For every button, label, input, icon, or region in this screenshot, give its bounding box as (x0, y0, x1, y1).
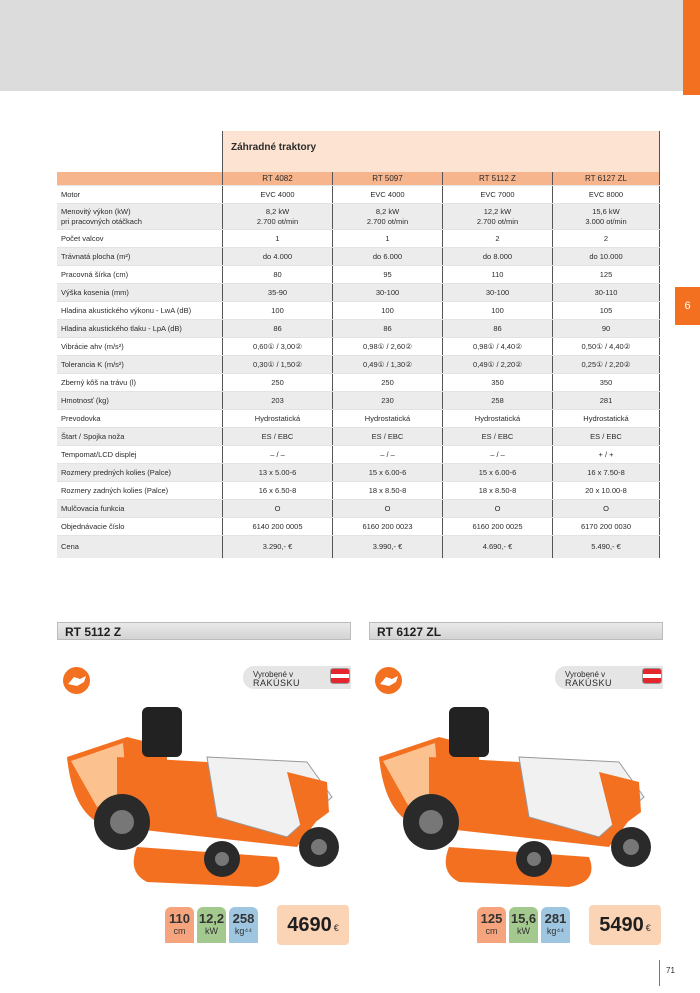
spec-value (552, 230, 660, 247)
spec-label (57, 500, 222, 517)
spec-row (57, 499, 660, 517)
spec-value-text: do 8.000 (482, 251, 513, 261)
spec-label (57, 230, 222, 247)
spec-value (442, 302, 552, 319)
spec-value (222, 410, 332, 427)
spec-value-subtext: 2.700 ot/min (366, 216, 409, 226)
made-in-country: RAKÚSKU (565, 678, 613, 688)
spec-value-text: 0,49① / 2,20② (473, 359, 522, 369)
spec-value (222, 392, 332, 409)
spec-value-text: 0,25① / 2,20② (581, 359, 631, 369)
spec-value-text: do 4.000 (262, 251, 293, 261)
spec-value-text: 86 (273, 323, 282, 333)
spec-value-text: 3.290,- € (262, 542, 293, 551)
spec-value (442, 482, 552, 499)
spec-value-text: 6170 200 0030 (580, 521, 632, 531)
spec-value-text: 86 (383, 323, 392, 333)
spec-value (442, 464, 552, 481)
price-tag (277, 905, 349, 945)
spec-value-text: 18 x 8.50-8 (478, 485, 517, 495)
price-tag (589, 905, 661, 945)
spec-value (442, 284, 552, 301)
spec-value-text: 8,2 kW (265, 206, 290, 216)
spec-value (332, 204, 442, 229)
price-value: 5490 (599, 913, 644, 936)
spec-value-text: – / – (270, 449, 285, 459)
spec-value (442, 320, 552, 337)
spec-label (57, 374, 222, 391)
spec-value (332, 428, 442, 445)
weight-value: 281 (544, 911, 567, 926)
spec-value-text: 0,49① / 1,30② (363, 359, 412, 369)
width-value: 125 (480, 911, 503, 926)
spec-value-text: Hydrostatická (364, 413, 411, 423)
spec-label-text: Pracovná šírka (cm) (61, 269, 129, 279)
spec-value-text: 125 (599, 269, 613, 279)
spec-value (552, 356, 660, 373)
spec-value-text: 30-110 (594, 287, 618, 297)
spec-label-text: Trávnatá plocha (m²) (61, 251, 131, 261)
spec-header-empty (57, 172, 222, 185)
spec-label (57, 186, 222, 203)
spec-value-text: Hydrostatická (254, 413, 301, 423)
spec-value (332, 230, 442, 247)
spec-value-text: 100 (381, 305, 394, 315)
product-title: RT 5112 Z (57, 622, 351, 640)
spec-value (222, 320, 332, 337)
spec-value-text: O (494, 503, 501, 513)
spec-value-text: 18 x 8.50-8 (368, 485, 407, 495)
spec-value (222, 284, 332, 301)
top-banner (0, 0, 700, 91)
spec-value-text: 30-100 (375, 287, 400, 297)
spec-label (57, 410, 222, 427)
spec-value-text: – / – (490, 449, 505, 459)
spec-row (57, 463, 660, 481)
tractor-image (369, 697, 663, 897)
spec-value (332, 320, 442, 337)
spec-row (57, 337, 660, 355)
spec-value-text: O (384, 503, 391, 513)
spec-value-text: 80 (273, 269, 282, 279)
spec-value-text: – / – (380, 449, 395, 459)
model-name: RT 5112 Z (442, 172, 552, 185)
spec-label-text: Výška kosenia (mm) (61, 287, 129, 297)
spec-label-subtext: pri pracovných otáčkach (61, 216, 142, 226)
spec-label-text: Cena (61, 542, 79, 551)
spec-value-text: 3.990,- € (372, 542, 403, 551)
spec-value (552, 374, 660, 391)
spec-value-text: + / + (598, 449, 614, 459)
spec-value-text: 6160 200 0025 (472, 521, 523, 531)
spec-value-text: 6160 200 0023 (362, 521, 413, 531)
spec-value-text: EVC 7000 (480, 189, 515, 199)
spec-value (332, 518, 442, 535)
spec-value-text: 0,30① / 1,50② (253, 359, 302, 369)
spec-label (57, 482, 222, 499)
spec-row (57, 427, 660, 445)
spec-value (332, 284, 442, 301)
spec-value (222, 302, 332, 319)
spec-value-text: 2 (603, 233, 609, 243)
spec-row (57, 391, 660, 409)
cutting-width-badge (165, 907, 194, 943)
spec-value-text: 4.690,- € (482, 542, 513, 551)
spec-row (57, 319, 660, 337)
spec-value (222, 356, 332, 373)
austria-flag-icon (642, 668, 662, 684)
spec-value-text: 12,2 kW (483, 206, 512, 216)
spec-value (442, 230, 552, 247)
spec-value-text: 258 (491, 395, 504, 405)
spec-value-text: 16 x 6.50-8 (258, 485, 297, 495)
spec-value-text: 2 (495, 233, 500, 243)
spec-value (222, 518, 332, 535)
spec-label (57, 518, 222, 535)
spec-value (222, 338, 332, 355)
spec-value (222, 374, 332, 391)
spec-value (552, 446, 660, 463)
weight-unit: kg⁴⁴ (234, 926, 253, 936)
spec-value (552, 410, 660, 427)
spec-label-text: Rozmery predných kolies (Palce) (61, 467, 172, 477)
spec-value (332, 464, 442, 481)
spec-label-text: Tempomat/LCD displej (61, 449, 137, 459)
spec-value (552, 482, 660, 499)
page-number: 71 (659, 960, 689, 986)
spec-value (552, 536, 660, 558)
spec-value (442, 392, 552, 409)
spec-label (57, 320, 222, 337)
spec-badges (165, 907, 258, 943)
accent-bar (683, 0, 700, 95)
spec-value (442, 266, 552, 283)
spec-value (222, 536, 332, 558)
spec-row (57, 265, 660, 283)
spec-label (57, 356, 222, 373)
spec-value-text: 281 (599, 395, 613, 405)
spec-value-text: 110 (491, 269, 504, 279)
spec-row (57, 517, 660, 535)
spec-value-text: 105 (599, 305, 613, 315)
spec-value-text: Hydrostatická (474, 413, 521, 423)
spec-label-text: Prevodovka (61, 413, 101, 423)
spec-value-text: 0,60① / 3,00② (253, 341, 302, 351)
model-name: RT 6127 ZL (552, 172, 660, 185)
spec-label (57, 446, 222, 463)
made-in-line1: Vyrobené v (253, 670, 294, 679)
spec-row (57, 355, 660, 373)
spec-value (552, 266, 660, 283)
spec-row (57, 301, 660, 319)
power-value: 15,6 (510, 911, 537, 926)
spec-label (57, 536, 222, 558)
spec-label-text: Zberný kôš na trávu (l) (61, 377, 137, 387)
spec-value-text: ES / EBC (261, 431, 294, 441)
spec-value-text: 0,98① / 4,40② (473, 341, 522, 351)
spec-value (332, 356, 442, 373)
spec-value-text: 250 (271, 377, 284, 387)
spec-value-text: 35-90 (267, 287, 288, 297)
spec-value (552, 428, 660, 445)
spec-row (57, 185, 660, 203)
price-currency: € (645, 923, 651, 933)
spec-label-text: Tolerancia K (m/s²) (61, 359, 124, 369)
spec-value-subtext: 2.700 ot/min (476, 216, 519, 226)
spec-value (442, 204, 552, 229)
spec-label-text: Vibrácie ahv (m/s²) (61, 341, 124, 351)
spec-value (332, 302, 442, 319)
cutting-width-badge (477, 907, 506, 943)
spec-label-text: Hmotnosť (kg) (61, 395, 109, 405)
width-value: 110 (169, 911, 190, 926)
spec-label (57, 302, 222, 319)
spec-label (57, 338, 222, 355)
austria-flag-icon (330, 668, 350, 684)
spec-value (332, 500, 442, 517)
chapter-tab-number: 6 (684, 300, 691, 312)
spec-value-text: O (603, 503, 609, 513)
spec-value (222, 464, 332, 481)
price-currency: € (333, 923, 339, 933)
spec-value (222, 266, 332, 283)
spec-value (332, 248, 442, 265)
spec-label-text: Motor (61, 189, 81, 199)
spec-value (552, 320, 660, 337)
spec-value (442, 500, 552, 517)
model-name: RT 4082 (222, 172, 332, 185)
spec-value (332, 186, 442, 203)
spec-label-text: Hladina akustického výkonu - LwA (dB) (61, 305, 192, 315)
spec-label-text: Mulčovacia funkcia (61, 503, 125, 513)
spec-value (332, 392, 442, 409)
spec-value-text: 250 (381, 377, 394, 387)
spec-row (57, 247, 660, 265)
spec-value-subtext: 2.700 ot/min (256, 216, 299, 226)
spec-value-text: 90 (601, 323, 611, 333)
spec-label (57, 428, 222, 445)
spec-table (57, 131, 660, 558)
spec-value-text: 20 x 10.00-8 (585, 485, 627, 495)
spec-value-text: 0,50① / 4,40② (581, 341, 631, 351)
spec-label-text: Objednávacie číslo (61, 521, 125, 531)
spec-value (332, 338, 442, 355)
spec-value (442, 518, 552, 535)
tractor-image (57, 697, 351, 897)
spec-value-text: 203 (271, 395, 284, 405)
spec-value (442, 374, 552, 391)
spec-value-text: 350 (599, 377, 613, 387)
spec-value-text: 13 x 5.00-6 (258, 467, 297, 477)
spec-value-text: Hydrostatická (583, 413, 629, 423)
spec-value (552, 338, 660, 355)
spec-label-text: Hladina akustického tlaku - LpA (dB) (61, 323, 182, 333)
spec-label-text: Počet valcov (61, 233, 104, 243)
spec-value-text: 86 (493, 323, 502, 333)
spec-value-text: do 10.000 (589, 251, 623, 261)
spec-value-text: 8,2 kW (375, 206, 400, 216)
spec-label (57, 392, 222, 409)
spec-value (552, 518, 660, 535)
brand-logo-icon (63, 667, 90, 694)
spec-value-text: 230 (381, 395, 394, 405)
spec-value (222, 204, 332, 229)
spec-value (332, 266, 442, 283)
made-in-line1: Vyrobené v (565, 670, 606, 679)
spec-value (332, 536, 442, 558)
spec-model-header (57, 172, 660, 185)
product-card[interactable] (57, 622, 351, 944)
spec-value (222, 428, 332, 445)
spec-value-text: 0,98① / 2,60② (363, 341, 412, 351)
power-badge (197, 907, 226, 943)
spec-value-text: ES / EBC (481, 431, 514, 441)
spec-row (57, 481, 660, 499)
spec-value-text: 100 (271, 305, 284, 315)
spec-value-text: ES / EBC (371, 431, 404, 441)
power-badge (509, 907, 538, 943)
spec-label (57, 248, 222, 265)
spec-value-text: do 6.000 (372, 251, 403, 261)
spec-value-text: O (274, 503, 281, 513)
spec-badges (477, 907, 570, 943)
product-card[interactable] (369, 622, 663, 944)
spec-value (442, 428, 552, 445)
spec-value (552, 464, 660, 481)
spec-value-text: 1 (275, 233, 280, 243)
spec-value (552, 284, 660, 301)
spec-value (222, 248, 332, 265)
spec-value (332, 410, 442, 427)
spec-rows (57, 185, 660, 558)
spec-value (332, 446, 442, 463)
spec-label (57, 284, 222, 301)
weight-unit: kg⁴⁴ (546, 926, 565, 936)
spec-value (442, 410, 552, 427)
spec-value (552, 392, 660, 409)
spec-row (57, 409, 660, 427)
spec-value (552, 186, 660, 203)
power-value: 12,2 (198, 911, 225, 926)
made-in-country: RAKÚSKU (253, 678, 301, 688)
weight-value: 258 (232, 911, 255, 926)
spec-value-text: 6140 200 0005 (252, 521, 303, 531)
spec-value (442, 248, 552, 265)
spec-value-subtext: 3.000 ot/min (585, 216, 627, 226)
spec-label (57, 266, 222, 283)
spec-value-text: 5.490,- € (591, 542, 621, 551)
spec-value-text: ES / EBC (590, 431, 622, 441)
spec-value (222, 482, 332, 499)
spec-value (552, 248, 660, 265)
spec-value (222, 446, 332, 463)
weight-badge (229, 907, 258, 943)
spec-value (442, 186, 552, 203)
brand-logo-icon (375, 667, 402, 694)
spec-label (57, 464, 222, 481)
spec-value-text: 100 (491, 305, 504, 315)
spec-value-text: 1 (385, 233, 390, 243)
spec-value (552, 204, 660, 229)
spec-value-text: 15 x 6.00-6 (478, 467, 517, 477)
spec-value (222, 230, 332, 247)
spec-value-text: EVC 4000 (370, 189, 405, 199)
spec-value-text: 95 (383, 269, 392, 279)
spec-row (57, 203, 660, 229)
width-unit: cm (485, 926, 498, 936)
spec-value-text: 15,6 kW (592, 206, 620, 216)
spec-row (57, 445, 660, 463)
spec-value (222, 186, 332, 203)
spec-value-text: 16 x 7.50-8 (587, 467, 625, 477)
spec-value (442, 356, 552, 373)
spec-value (442, 446, 552, 463)
power-unit: kW (205, 926, 218, 936)
weight-badge (541, 907, 570, 943)
spec-row (57, 535, 660, 558)
spec-value (552, 302, 660, 319)
spec-row (57, 229, 660, 247)
width-unit: cm (173, 926, 186, 936)
chapter-tab[interactable] (675, 287, 700, 325)
spec-value (442, 338, 552, 355)
spec-value (442, 536, 552, 558)
spec-value-text: EVC 8000 (588, 189, 624, 199)
spec-table-title: Záhradné traktory (222, 131, 660, 172)
spec-label-text: Štart / Spojka noža (61, 431, 125, 441)
spec-value-text: 15 x 6.00-6 (368, 467, 407, 477)
price-value: 4690 (287, 913, 332, 936)
spec-value-text: 350 (491, 377, 504, 387)
spec-label-text: Menovitý výkon (kW) (61, 206, 131, 216)
spec-row (57, 283, 660, 301)
product-title: RT 6127 ZL (369, 622, 663, 640)
spec-label (57, 204, 222, 229)
spec-value (552, 500, 660, 517)
spec-row (57, 373, 660, 391)
spec-value-text: EVC 4000 (260, 189, 295, 199)
spec-label-text: Rozmery zadných kolies (Palce) (61, 485, 169, 495)
spec-value-text: 30-100 (485, 287, 510, 297)
power-unit: kW (517, 926, 530, 936)
spec-value (332, 482, 442, 499)
spec-value (332, 374, 442, 391)
model-name: RT 5097 (332, 172, 442, 185)
spec-value (222, 500, 332, 517)
